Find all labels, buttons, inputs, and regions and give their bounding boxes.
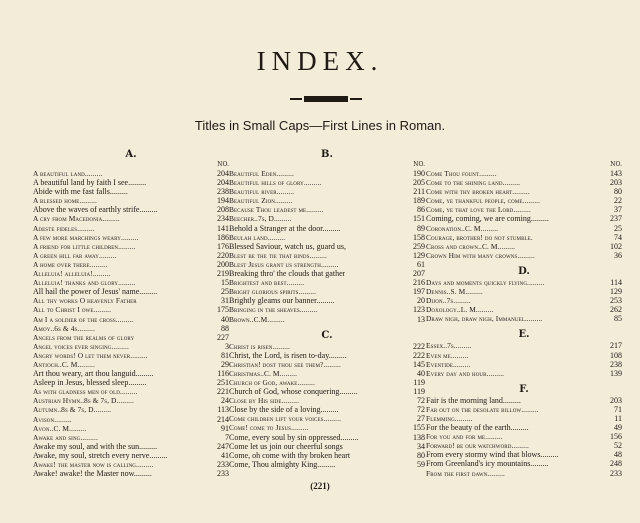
index-entry xyxy=(33,269,229,278)
entry-title: Bringing in the sheaves......... xyxy=(229,305,318,315)
entry-title: Awake! awake! the Master now......... xyxy=(33,469,152,479)
index-entry xyxy=(33,169,229,178)
entry-title: Amoy..6s & 4s......... xyxy=(33,323,95,333)
entry-title: Alleluia! thanks and glory......... xyxy=(33,278,136,288)
entry-title: Even me......... xyxy=(426,350,469,360)
entry-title: Come with thy broken heart......... xyxy=(426,187,530,197)
no-label: NO. xyxy=(217,161,229,168)
index-entry xyxy=(229,205,425,214)
entry-title: Close by the side of a loving......... xyxy=(229,405,339,415)
entry-number: 151 xyxy=(413,214,425,224)
entry-title: Abide with me fast falls......... xyxy=(33,187,128,197)
index-entry xyxy=(426,187,622,196)
index-entry xyxy=(33,415,229,424)
index-entry xyxy=(229,287,425,296)
entry-number: 156 xyxy=(610,432,622,442)
index-entry xyxy=(33,196,229,205)
entry-title: All thy works O heavenly Father xyxy=(33,296,137,306)
index-entry xyxy=(33,442,229,451)
entry-number: 207 xyxy=(413,269,425,279)
entry-number: 143 xyxy=(610,169,622,178)
index-entry xyxy=(229,460,425,469)
entry-title: Christian! dost thou see them?......... xyxy=(229,359,341,369)
entry-number: 81 xyxy=(221,350,229,360)
entry-title: Dennis..S. M......... xyxy=(426,287,483,297)
entry-title: Come, Thou almighty King......... xyxy=(229,459,336,469)
index-entry xyxy=(33,360,229,369)
entry-number: 25 xyxy=(614,223,622,233)
index-entry xyxy=(229,433,425,442)
entry-title: Church of God, whose conquering......... xyxy=(229,387,358,397)
index-entry xyxy=(33,251,229,260)
entry-number: 91 xyxy=(221,423,229,433)
index-entry xyxy=(229,214,425,223)
entry-title: Blessed Saviour, watch us, guard us, xyxy=(229,241,346,251)
entry-title: A blessed home......... xyxy=(33,196,97,206)
entry-number: 40 xyxy=(417,368,425,378)
entry-number: 27 xyxy=(417,414,425,424)
entry-title: Beautiful river......... xyxy=(229,187,295,197)
index-entry xyxy=(426,369,622,378)
entry-number: 176 xyxy=(217,241,229,251)
index-entry xyxy=(33,260,229,269)
entry-title: Come let us join our cheerful songs xyxy=(229,441,343,451)
entry-title: Courage, brother! do not stumble. xyxy=(426,232,533,242)
entry-title: Cross and crown..C. M......... xyxy=(426,241,516,251)
entry-number: 233 xyxy=(610,468,622,478)
index-entry xyxy=(426,169,622,178)
entry-number: 204 xyxy=(217,178,229,188)
entry-title: Blest be the tie that binds......... xyxy=(229,250,327,260)
entry-number: 129 xyxy=(610,287,622,297)
index-entry xyxy=(229,423,425,432)
entry-number: 129 xyxy=(413,250,425,260)
entry-number: 61 xyxy=(417,259,425,269)
index-entry xyxy=(426,459,622,468)
entry-number: 214 xyxy=(217,414,229,424)
index-entry xyxy=(33,405,229,414)
entry-title: From Greenland's icy mountains......... xyxy=(426,459,549,469)
entry-title: Coronation..C. M......... xyxy=(426,223,499,233)
index-entry xyxy=(229,387,425,396)
entry-title: Brown..C.M......... xyxy=(229,314,285,324)
index-entry xyxy=(229,196,425,205)
index-entry xyxy=(229,360,425,369)
index-entry xyxy=(229,396,425,405)
entry-number: 85 xyxy=(614,314,622,324)
entry-number: 34 xyxy=(417,441,425,451)
entry-number: 189 xyxy=(413,196,425,206)
index-entry xyxy=(229,169,425,178)
entry-number: 119 xyxy=(413,387,425,397)
entry-number: 71 xyxy=(614,404,622,414)
entry-number: 233 xyxy=(217,460,229,469)
entry-title: Alleluia! alleluia!......... xyxy=(33,269,111,279)
index-entry xyxy=(33,333,229,342)
entry-title: Doxology..L. M......... xyxy=(426,305,494,315)
entry-number: 145 xyxy=(413,359,425,369)
entry-title: Above the waves of earthly strife......... xyxy=(33,205,158,215)
section-letter-spacer xyxy=(426,149,622,161)
index-entry xyxy=(33,342,229,351)
entry-title: Days and moments quickly flying......... xyxy=(426,277,545,287)
index-entry xyxy=(426,278,622,287)
entry-title: Beautiful hills of glory......... xyxy=(229,178,322,188)
index-entry xyxy=(229,242,425,251)
index-entry xyxy=(229,351,425,360)
entry-number: 41 xyxy=(221,450,229,460)
entry-number: 259 xyxy=(413,241,425,251)
entry-number: 208 xyxy=(217,205,229,215)
index-entry xyxy=(426,214,622,223)
entry-number: 233 xyxy=(217,469,229,479)
entry-number: 204 xyxy=(217,169,229,178)
index-entry xyxy=(33,287,229,296)
index-entry xyxy=(33,315,229,324)
index-entry xyxy=(426,251,622,260)
entry-number: 155 xyxy=(413,423,425,433)
entry-number: 3 xyxy=(225,341,229,351)
entry-number: 190 xyxy=(413,169,425,178)
index-entry xyxy=(426,305,622,314)
entry-title: Awake! the master now is calling......... xyxy=(33,460,154,469)
index-entry xyxy=(33,378,229,387)
index-entry xyxy=(33,278,229,287)
entry-title: Avison......... xyxy=(33,414,72,424)
entry-number: 158 xyxy=(413,232,425,242)
entry-title: Avon..C. M......... xyxy=(33,423,87,433)
entry-number: 7 xyxy=(225,432,229,442)
index-entry xyxy=(229,269,425,278)
entry-number: 219 xyxy=(217,269,229,279)
entry-title: Fair is the morning land......... xyxy=(426,395,521,405)
entry-number: 74 xyxy=(614,232,622,242)
index-entry xyxy=(33,469,229,478)
entry-number: 211 xyxy=(413,187,425,197)
index-entry xyxy=(426,287,622,296)
entry-number: 36 xyxy=(614,250,622,260)
entry-number: 89 xyxy=(417,223,425,233)
entry-title: Blest Jesus grant us strength......... xyxy=(229,259,339,269)
entry-title: For the beauty of the earth......... xyxy=(426,423,529,433)
index-entry xyxy=(33,242,229,251)
index-entry xyxy=(33,387,229,396)
entry-title: Christ, the Lord, is risen to-day......... xyxy=(229,350,347,360)
index-entry xyxy=(426,233,622,242)
entry-title: Asleep in Jesus, blessed sleep......... xyxy=(33,378,147,388)
entry-title: Behold a Stranger at the door......... xyxy=(229,223,341,233)
entry-number: 138 xyxy=(413,432,425,442)
index-entry xyxy=(426,178,622,187)
index-entry xyxy=(33,351,229,360)
index-entry xyxy=(229,187,425,196)
entry-number: 13 xyxy=(417,314,425,324)
index-entry xyxy=(426,469,622,478)
entry-title: Church of God, awake......... xyxy=(229,377,315,387)
index-entry xyxy=(229,251,425,260)
entry-title: Angel voices ever singing......... xyxy=(33,341,129,351)
entry-title: Breaking thro' the clouds that gather xyxy=(229,269,346,279)
entry-number: 139 xyxy=(610,368,622,378)
entry-number: 80 xyxy=(614,187,622,197)
entry-title: Every day and hour......... xyxy=(426,368,505,378)
index-entry xyxy=(33,433,229,442)
entry-title: Christ is risen......... xyxy=(229,341,290,351)
index-entry xyxy=(33,224,229,233)
index-column-2 xyxy=(229,149,425,469)
entry-title: Come Thou fount......... xyxy=(426,169,497,178)
index-entry xyxy=(33,205,229,214)
entry-number: 116 xyxy=(217,369,229,379)
index-entry xyxy=(33,460,229,469)
entry-title: Beautiful Zion......... xyxy=(229,196,293,206)
entry-title: From every stormy wind that blows......... xyxy=(426,450,559,460)
section-letter: F. xyxy=(519,383,529,395)
entry-title: Far out on the desolate billow......... xyxy=(426,404,539,414)
index-column-1 xyxy=(33,149,229,478)
entry-title: Come, ye that love the Lord......... xyxy=(426,205,531,215)
entry-title: Awake and sing......... xyxy=(33,432,98,442)
entry-title: All to Christ I owe......... xyxy=(33,305,112,315)
index-entry xyxy=(229,442,425,451)
entry-number: 114 xyxy=(610,277,622,287)
index-entry xyxy=(229,315,425,324)
entry-title: Bright glorious spirits......... xyxy=(229,287,317,297)
entry-number: 141 xyxy=(217,223,229,233)
entry-title: Come, every soul by sin oppressed......... xyxy=(229,432,359,442)
entry-number: 86 xyxy=(417,205,425,215)
entry-number: 52 xyxy=(614,441,622,451)
entry-title: Angels from the realms of glory xyxy=(33,332,135,342)
index-entry xyxy=(33,451,229,460)
entry-title: Coming, coming, we are coming......... xyxy=(426,214,549,224)
no-label: NO. xyxy=(610,161,622,168)
page-number: (221) xyxy=(310,481,330,491)
index-entry xyxy=(229,260,425,269)
entry-number: 222 xyxy=(413,350,425,360)
entry-title: Eventide......... xyxy=(426,359,471,369)
entry-number: 238 xyxy=(217,187,229,197)
index-entry xyxy=(426,405,622,414)
index-entry xyxy=(426,296,622,305)
index-entry xyxy=(426,432,622,441)
entry-title: Austrian Hymn..8s & 7s, D......... xyxy=(33,396,135,406)
entry-number: 11 xyxy=(614,413,622,423)
entry-title: Close by His side......... xyxy=(229,396,300,406)
entry-title: Come, ye thankful people, come......... xyxy=(426,196,541,206)
index-entry xyxy=(229,233,425,242)
entry-title: Draw nigh, draw nigh, Immanuel......... xyxy=(426,314,543,324)
index-column-3 xyxy=(426,149,622,478)
entry-number: 216 xyxy=(413,278,425,288)
entry-number: 31 xyxy=(221,296,229,306)
entry-title: Forward! be our watchword......... xyxy=(426,441,529,451)
index-entry xyxy=(426,314,622,323)
page-title: INDEX. xyxy=(256,46,384,76)
index-entry xyxy=(33,296,229,305)
entry-title: A friend for little children......... xyxy=(33,241,136,251)
entry-number: 227 xyxy=(217,332,229,342)
entry-title: Antioch..C. M......... xyxy=(33,359,95,369)
entry-title: A beautiful land......... xyxy=(33,169,103,178)
entry-title: Dijon..7s......... xyxy=(426,296,471,306)
entry-number: 15 xyxy=(221,278,229,288)
entry-number: 253 xyxy=(610,296,622,306)
entry-number: 49 xyxy=(614,423,622,433)
entry-title: A beautiful land by faith I see......... xyxy=(33,178,147,188)
entry-number: 48 xyxy=(614,450,622,460)
entry-title: Essex..7s......... xyxy=(426,341,472,351)
entry-title: Awake my soul, and with the sun......... xyxy=(33,441,158,451)
entry-number: 186 xyxy=(217,232,229,242)
index-entry xyxy=(33,324,229,333)
index-entry xyxy=(229,342,425,351)
entry-number: 40 xyxy=(221,314,229,324)
entry-number: 108 xyxy=(610,350,622,360)
entry-title: Beautiful Eden......... xyxy=(229,169,294,178)
entry-number: 24 xyxy=(221,396,229,406)
index-entry xyxy=(33,369,229,378)
section-letter: E. xyxy=(518,329,530,341)
entry-title: Come, oh come with thy broken heart xyxy=(229,450,351,460)
index-entry xyxy=(229,296,425,305)
entry-number: 203 xyxy=(610,178,622,188)
entry-number: 59 xyxy=(417,459,425,469)
entry-title: Come children lift your voices......... xyxy=(229,414,342,424)
entry-number: 22 xyxy=(614,196,622,206)
index-entry xyxy=(229,378,425,387)
index-entry xyxy=(229,278,425,287)
index-entry xyxy=(426,441,622,450)
index-entry xyxy=(229,405,425,414)
index-entry xyxy=(33,305,229,314)
entry-title: Flemming......... xyxy=(426,413,473,423)
entry-number: 37 xyxy=(614,205,622,215)
entry-title: A home over there......... xyxy=(33,259,108,269)
index-entry xyxy=(33,187,229,196)
index-entry xyxy=(229,451,425,460)
entry-title: Christmas..C. M......... xyxy=(229,368,298,378)
entry-number: 72 xyxy=(417,396,425,406)
section-letter: C. xyxy=(321,329,333,341)
entry-title: A cry from Macedonia......... xyxy=(33,214,120,224)
entry-number: 237 xyxy=(610,214,622,224)
entry-number: 200 xyxy=(217,259,229,269)
entry-title: A green hill far away......... xyxy=(33,250,117,260)
section-letter: A. xyxy=(125,149,137,160)
subtitle: Titles in Small Caps—First Lines in Roman. xyxy=(194,118,446,133)
index-entry xyxy=(426,396,622,405)
entry-number: 20 xyxy=(417,296,425,306)
index-entry xyxy=(426,196,622,205)
section-letter: D. xyxy=(518,265,530,277)
index-entry xyxy=(426,242,622,251)
entry-title: Beulah land......... xyxy=(229,232,286,242)
entry-number: 222 xyxy=(413,341,425,351)
ornamental-rule xyxy=(304,96,348,102)
entry-title: As with gladness men of old......... xyxy=(33,387,138,397)
entry-title: Crown Him with many crowns......... xyxy=(426,250,535,260)
no-label: NO. xyxy=(413,161,425,168)
index-entry xyxy=(33,424,229,433)
index-entry xyxy=(229,369,425,378)
entry-number: 217 xyxy=(610,341,622,351)
entry-number: 119 xyxy=(413,377,425,387)
entry-title: Brightest and best......... xyxy=(229,278,305,288)
index-entry xyxy=(33,178,229,187)
entry-title: A few more marchings weary......... xyxy=(33,232,139,242)
entry-number: 197 xyxy=(413,287,425,297)
entry-number: 251 xyxy=(217,378,229,388)
index-entry xyxy=(426,205,622,214)
index-entry xyxy=(426,224,622,233)
entry-number: 205 xyxy=(413,178,425,188)
entry-number: 29 xyxy=(221,359,229,369)
entry-number: 123 xyxy=(413,305,425,315)
index-entry xyxy=(426,351,622,360)
entry-number: 194 xyxy=(217,196,229,206)
entry-number: 247 xyxy=(217,441,229,451)
entry-number: 175 xyxy=(217,305,229,315)
index-entry xyxy=(426,423,622,432)
entry-number: 25 xyxy=(221,287,229,297)
entry-title: Adeste fideles......... xyxy=(33,223,95,233)
section-letter: B. xyxy=(321,149,333,160)
entry-title: Brightly gleams our banner......... xyxy=(229,296,335,306)
entry-title: For you and for me......... xyxy=(426,432,503,442)
entry-number: 262 xyxy=(610,305,622,315)
index-entry xyxy=(229,305,425,314)
entry-title: Come to the shining land......... xyxy=(426,178,521,188)
entry-title: From the first dawn......... xyxy=(426,468,505,478)
index-entry xyxy=(229,178,425,187)
entry-title: Beecher..7s, D......... xyxy=(229,214,292,224)
index-entry xyxy=(33,233,229,242)
entry-title: Awake, my soul, stretch every nerve......... xyxy=(33,450,168,460)
entry-number: 113 xyxy=(217,405,229,415)
index-entry xyxy=(426,360,622,369)
entry-number: 88 xyxy=(221,323,229,333)
index-entry xyxy=(426,450,622,459)
entry-number: 238 xyxy=(610,359,622,369)
index-entry xyxy=(426,341,622,350)
entry-number: 248 xyxy=(610,459,622,469)
entry-number: 221 xyxy=(217,387,229,397)
index-entry xyxy=(229,224,425,233)
entry-number: 72 xyxy=(417,405,425,415)
entry-number: 220 xyxy=(217,250,229,260)
entry-number: 102 xyxy=(610,241,622,251)
entry-number: 234 xyxy=(217,214,229,224)
entry-number: 203 xyxy=(610,395,622,405)
index-entry xyxy=(229,414,425,423)
index-entry xyxy=(33,214,229,223)
index-entry xyxy=(426,414,622,423)
entry-title: Autumn..8s & 7s, D......... xyxy=(33,405,112,415)
entry-title: Because Thou leadest me......... xyxy=(229,205,324,215)
entry-title: Come! come to Jesus......... xyxy=(229,423,309,433)
entry-title: Am I a soldier of the cross......... xyxy=(33,314,134,324)
index-entry xyxy=(33,396,229,405)
entry-number: 80 xyxy=(417,450,425,460)
entry-title: Art thou weary, art thou languid......... xyxy=(33,369,154,379)
entry-title: All hail the power of Jesus' name......... xyxy=(33,287,158,297)
entry-title: Angry words! O let them never......... xyxy=(33,350,148,360)
